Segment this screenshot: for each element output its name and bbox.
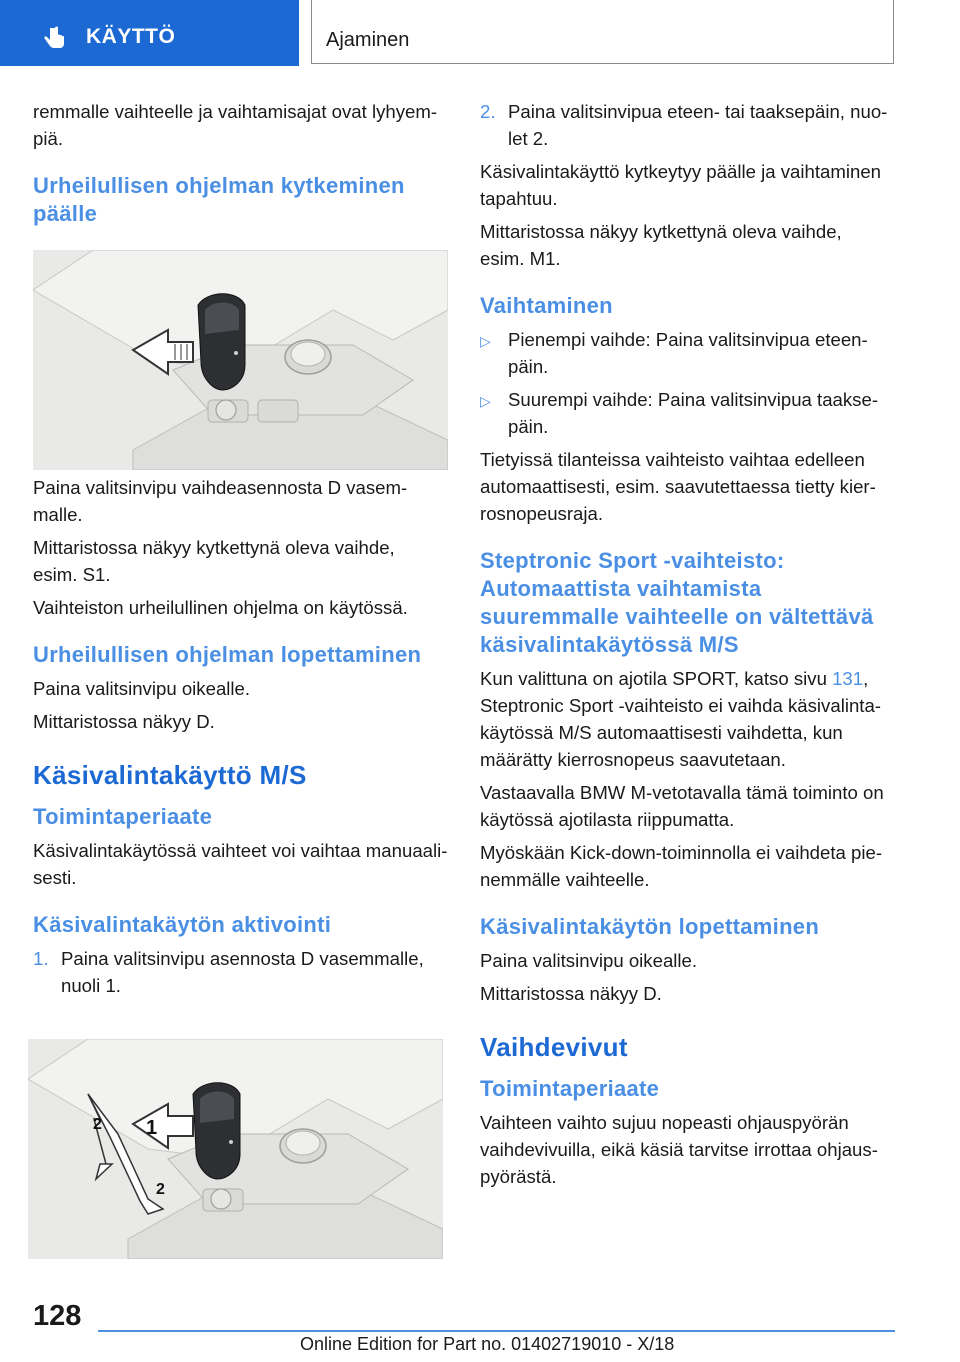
paragraph: Tietyissä tilanteissa vaihteisto vaihtaa edelleen automaattisesti, esim. saavutettaessa tietty kier- rosnopeusraja. [480, 449, 876, 524]
section-title: Ajaminen [326, 29, 410, 51]
list-item [480, 326, 895, 380]
paragraph: Paina valitsinvipu vaihdeasennosta D vasem- malle. [33, 477, 408, 525]
paragraph: Käsivalintakäyttö kytkeytyy päälle ja vaihtaminen tapahtuu. [480, 161, 882, 209]
chapter-tab-label: KÄYTTÖ [86, 25, 176, 48]
step-text: Paina valitsinvipu asennosta D vasemmalle, nuoli 1. [61, 948, 424, 996]
paragraph: Paina valitsinvipu oikealle. [33, 678, 251, 699]
hand-pointer-icon [42, 26, 68, 52]
heading-activation: Käsivalintakäytön aktivointi [33, 912, 332, 937]
heading-paddles: Vaihdevivut [480, 1032, 628, 1062]
heading-steptronic-sport: Steptronic Sport -vaihteisto: Automaattista vaihtamista suuremmalle vaihteelle on vältettävä käsivalintakäytössä M/S [480, 548, 874, 657]
manual-mode-illustration [28, 1039, 443, 1259]
step-1 [33, 945, 448, 999]
paragraph: Mittaristossa näkyy kytkettynä oleva vaihde, esim. S1. [33, 537, 395, 585]
chapter-tab[interactable] [0, 0, 299, 66]
heading-end-manual: Käsivalintakäytön lopettaminen [480, 914, 820, 939]
paragraph: Kun valittuna on ajotila SPORT, katso sivu 131, Steptronic Sport -vaihteisto ei vaihda käsivalinta- käytössä M/S automaattisesti vaihdetta, kun määrätty kierrosnopeus saavutetaan. [480, 668, 882, 770]
heading-principle: Toimintaperiaate [480, 1076, 660, 1101]
paragraph: Vastaavalla BMW M-vetotavalla tämä toiminto on käytössä ajotilasta riippumatta. [480, 782, 884, 830]
heading-sport-on: Urheilullisen ohjelman kytkeminen päälle [33, 173, 405, 226]
footer-divider [98, 1330, 895, 1332]
paragraph: Mittaristossa näkyy kytkettynä oleva vaihde, esim. M1. [480, 221, 842, 269]
paragraph: Mittaristossa näkyy D. [33, 711, 215, 732]
arrow-label-2-backward: 2 [156, 1181, 165, 1198]
triangle-bullet-icon: ▷ [480, 393, 491, 409]
footer-edition-text: Online Edition for Part no. 01402719010 - X/18 [300, 1334, 675, 1354]
page-link[interactable]: 131 [832, 668, 864, 689]
heading-sport-off: Urheilullisen ohjelman lopettaminen [33, 642, 422, 667]
paragraph: Vaihteen vaihto sujuu nopeasti ohjauspyörän vaihdevivuilla, eikä käsiä tarvitse irrottaa ohjaus- pyörästä. [480, 1112, 878, 1187]
triangle-bullet-icon: ▷ [480, 333, 491, 349]
arrow-label-2-forward: 2 [93, 1116, 102, 1133]
paragraph: Paina valitsinvipu oikealle. [480, 950, 698, 971]
heading-shifting: Vaihtaminen [480, 293, 613, 318]
arrow-label-1: 1 [146, 1117, 158, 1139]
paragraph: Mittaristossa näkyy D. [480, 983, 662, 1004]
step-number: 2. [480, 101, 496, 122]
step-text: Paina valitsinvipua eteen- tai taaksepäin, nuo- let 2. [508, 101, 888, 149]
step-number: 1. [33, 948, 49, 969]
list-item-text: Suurempi vaihde: Paina valitsinvipua taakse- päin. [508, 389, 879, 437]
step-2 [480, 98, 895, 152]
paragraph: remmalle vaihteelle ja vaihtamisajat ovat lyhyem- piä. [33, 101, 438, 149]
left-column [33, 98, 448, 1005]
paragraph: Myöskään Kick-down-toiminnolla ei vaihdeta pie- nemmälle vaihteelle. [480, 842, 883, 890]
right-column [480, 98, 895, 1196]
figure-spacer [33, 246, 448, 466]
heading-principle: Toimintaperiaate [33, 804, 213, 829]
heading-manual-mode: Käsivalintakäyttö M/S [33, 760, 307, 790]
section-header [311, 0, 894, 64]
page-number: 128 [33, 1300, 82, 1332]
list-item [480, 386, 895, 440]
paragraph: Käsivalintakäytössä vaihteet voi vaihtaa manuaali- sesti. [33, 840, 448, 888]
gear-selector-figure-manual [28, 1039, 443, 1259]
list-item-text: Pienempi vaihde: Paina valitsinvipua eteen- päin. [508, 329, 868, 377]
paragraph: Vaihteiston urheilullinen ohjelma on käytössä. [33, 597, 408, 618]
